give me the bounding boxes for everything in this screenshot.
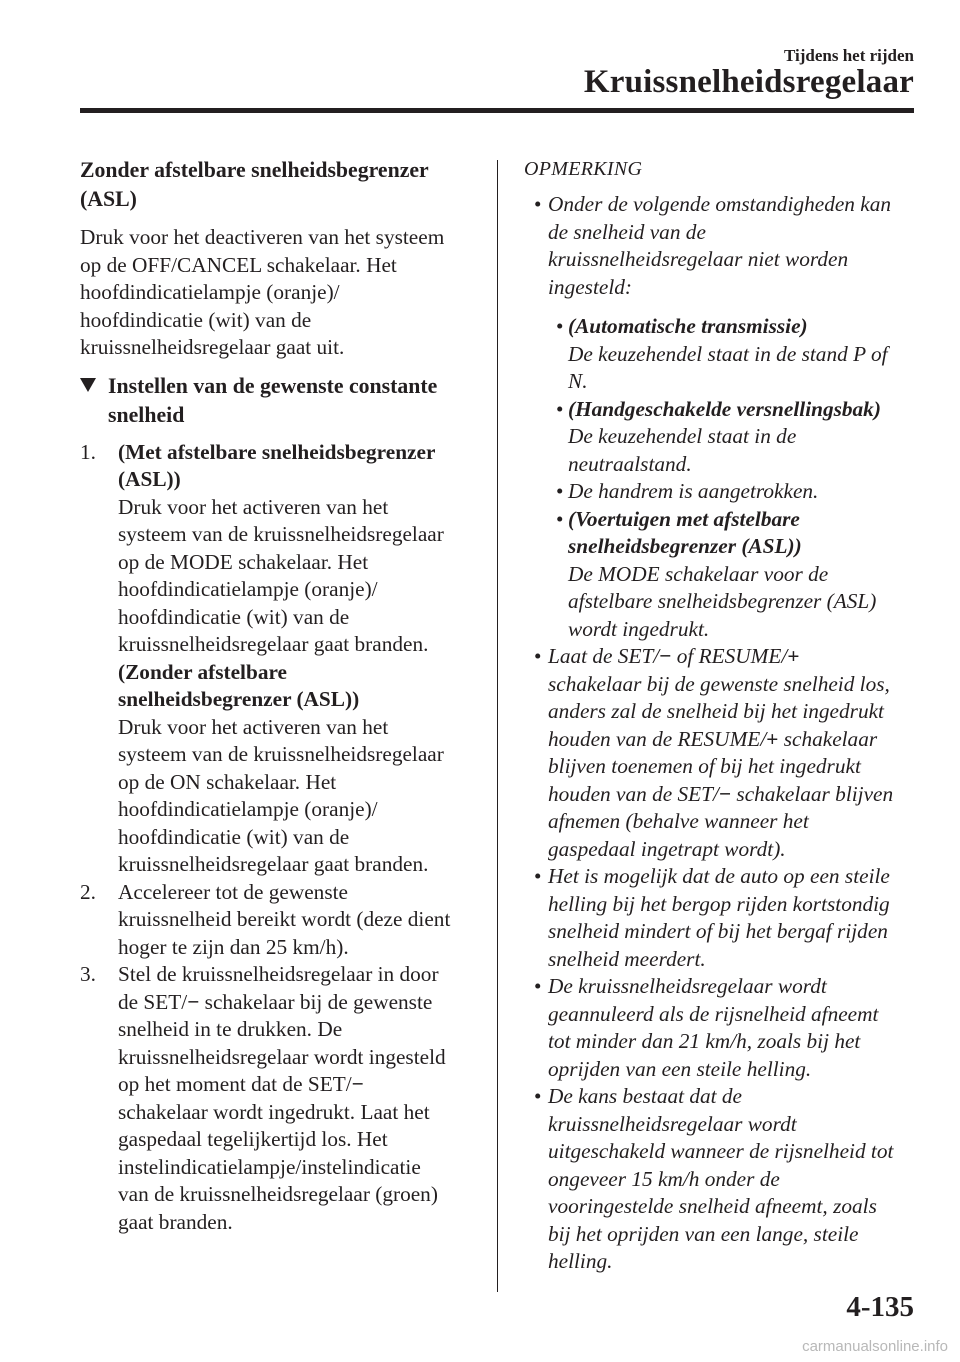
step-2: 2. Accelereer tot de gewenste kruissnelheid bereikt wordt (deze dient hoger te zijn dan 25 km/h).	[80, 879, 451, 959]
plus-icon: +	[766, 726, 779, 751]
minus-icon: −	[659, 644, 672, 668]
step-1	[80, 439, 472, 879]
note-subbullet: • (Automatische transmissie) De keuzehendel staat in de stand P of N.	[556, 314, 888, 393]
plus-icon: +	[787, 644, 800, 668]
bullet-icon: •	[534, 192, 542, 216]
step-1b-text: Druk voor het activeren van het systeem van de kruissnelheidsregelaar op de ON schakelaar. Het hoofdindicatielampje (oranje)/ hoofdindicatie (wit) van de kruissnelheidsregelaar gaat branden.	[118, 714, 444, 876]
note-bullet: • De kruissnelheidsregelaar wordt geannuleerd als de rijsnelheid afneemt tot minder dan 21 km/h, zoals bij het oprijden van een steile helling.	[534, 974, 879, 1081]
note-subbullet: • (Handgeschakelde versnellingsbak) De keuzehendel staat in de neutraalstand.	[556, 396, 881, 476]
minus-icon: −	[718, 781, 732, 806]
deactivate-paragraph: Druk voor het deactiveren van het systeem op de OFF/CANCEL schakelaar. Het hoofdindicatielampje (oranje)/ hoofdindicatie (wit) van de kruissnelheidsregelaar gaat uit.	[80, 225, 445, 359]
bullet-icon: •	[556, 479, 564, 503]
note-bullet: • Laat de SET/− of RESUME/+ schakelaar bij de gewenste snelheid los, anders zal de snelheid bij het ingedrukt houden van de RESUME/+ schakelaar blijven toenemen of bij het ingedrukt houden van de SET/− schakelaar blijven afnemen (behalve wanneer het gaspedaal ingetrapt wordt).	[534, 644, 894, 861]
triangle-down-icon	[80, 378, 96, 392]
minus-icon: −	[187, 989, 200, 1014]
note-subbullet: • (Voertuigen met afstelbare snelheidsbegrenzer (ASL)) De MODE schakelaar voor de afstelbare snelheidsbegrenzer (ASL) wordt ingedrukt.	[556, 506, 877, 641]
bullet-icon: •	[534, 974, 542, 998]
note-bullet: • Het is mogelijk dat de auto op een steile helling bij het bergop rijden kortstondig snelheid mindert of bij het bergaf rijden snelheid meerdert.	[534, 864, 890, 971]
page-title: Kruissnelheidsregelaar	[583, 64, 914, 100]
note-bullet: • De kans bestaat dat de kruissnelheidsregelaar wordt uitgeschakeld wanneer de rijsnelheid tot ongeveer 15 km/h onder de vooringestelde snelheid afneemt, zoals bij het oprijden van een lange, steile helling.	[534, 1084, 894, 1273]
step-number: 1.	[80, 439, 96, 464]
bullet-icon: •	[534, 1084, 542, 1108]
left-column	[80, 156, 472, 1236]
note-bullet: • Onder de volgende omstandigheden kan de snelheid van de kruissnelheidsregelaar niet worden ingesteld:	[534, 192, 892, 299]
bullet-icon: •	[556, 396, 564, 421]
header-rule	[80, 108, 914, 113]
right-column	[522, 156, 918, 1276]
subsection-heading: Instellen van de gewenste constante snelheid	[80, 372, 472, 430]
note-subbullet: • De handrem is aangetrokken.	[522, 478, 918, 506]
step-1a-text: Druk voor het activeren van het systeem van de kruissnelheidsregelaar op de MODE schakelaar. Het hoofdindicatielampje (oranje)/ hoofdindicatie (wit) van de kruissnelheidsregelaar gaat branden.	[118, 494, 444, 656]
page-number: 4-135	[846, 1291, 914, 1323]
bullet-icon: •	[556, 314, 564, 338]
step-number: 2.	[80, 879, 96, 904]
bullet-icon: •	[534, 864, 542, 888]
step-1b-heading: (Zonder afstelbare snelheidsbegrenzer (ASL))	[118, 659, 360, 711]
step-3: 3. Stel de kruissnelheidsregelaar in door de SET/− schakelaar bij de gewenste snelheid in te drukken. De kruissnelheidsregelaar wordt ingesteld op het moment dat de SET/− schakelaar wordt ingedrukt. Laat het gaspedaal tegelijkertijd los. Het instelindicatielampje/instelindicatie van de kruissnelheidsregelaar (groen) gaat branden.	[80, 962, 446, 1234]
header-section: Tijdens het rijden	[783, 46, 914, 65]
section-heading: Zonder afstelbare snelheidsbegrenzer (ASL)	[80, 158, 429, 211]
bullet-icon: •	[556, 506, 564, 531]
note-heading: OPMERKING	[524, 158, 643, 180]
step-1a-heading: (Met afstelbare snelheidsbegrenzer (ASL))	[118, 439, 436, 491]
step-number: 3.	[80, 962, 96, 986]
minus-icon: −	[351, 1072, 364, 1096]
watermark: carmanualsonline.info	[802, 1338, 948, 1355]
bullet-icon: •	[534, 644, 542, 668]
column-divider	[497, 160, 498, 1292]
